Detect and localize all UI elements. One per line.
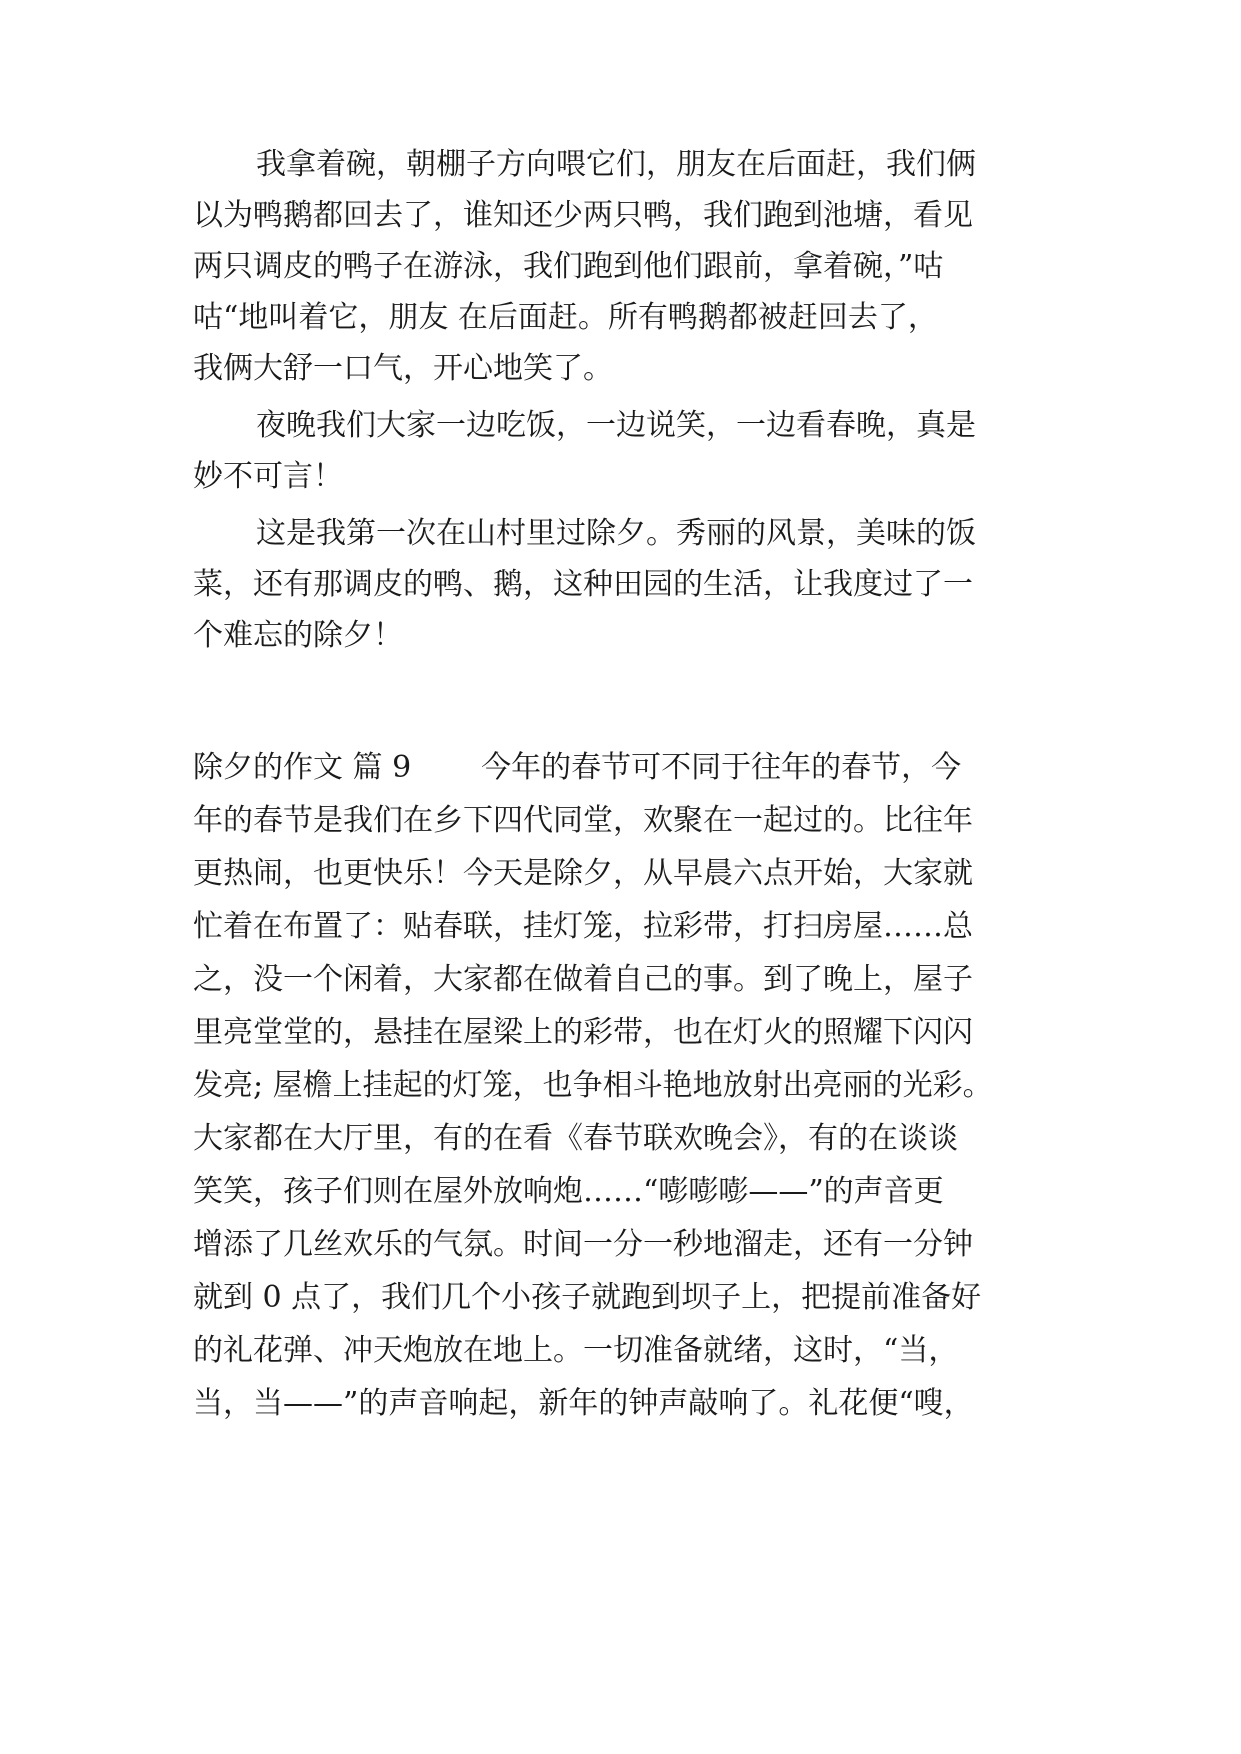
section-line-2: 更热闹，也更快乐！今天是除夕，从早晨六点开始，大家就 [193,856,973,891]
paragraph-2-line-1: 夜晚我们大家一边吃饭，一边说笑，一边看春晚，真是 [256,408,976,443]
paragraph-1-line-5: 我俩大舒一口气，开心地笑了。 [193,351,613,386]
section-first-line-text: 今年的春节可不同于往年的春节，今 [481,750,962,785]
paragraph-3-line-3: 个难忘的除夕！ [193,618,403,653]
paragraph-2-line-2: 妙不可言！ [193,459,343,494]
section-line-12: 当，当——”的声音响起，新年的钟声敲响了。礼花便“嗖， [193,1386,974,1421]
paragraph-1-line-1: 我拿着碗，朝棚子方向喂它们，朋友在后面赶，我们俩 [256,147,976,182]
section-line-6: 发亮; 屋檐上挂起的灯笼，也争相斗艳地放射出亮丽的光彩。 [193,1068,993,1103]
section-line-1: 年的春节是我们在乡下四代同堂，欢聚在一起过的。比往年 [193,803,973,838]
section-line-4: 之，没一个闲着，大家都在做着自己的事。到了晚上，屋子 [193,962,973,997]
paragraph-1-line-4: 咕“地叫着它，朋友 在后面赶。所有鸭鹅都被赶回去了， [193,300,938,335]
section-heading-line [193,746,1053,790]
section-line-10: 就到 0 点了，我们几个小孩子就跑到坝子上，把提前准备好 [193,1280,982,1315]
paragraph-1-line-2: 以为鸭鹅都回去了，谁知还少两只鸭，我们跑到池塘，看见 [193,198,973,233]
section-line-5: 里亮堂堂的，悬挂在屋梁上的彩带，也在灯火的照耀下闪闪 [193,1015,973,1050]
section-line-8: 笑笑，孩子们则在屋外放响炮……“嘭嘭嘭——”的声音更 [193,1174,944,1209]
section-line-9: 增添了几丝欢乐的气氛。时间一分一秒地溜走，还有一分钟 [193,1227,973,1262]
paragraph-3-line-2: 菜，还有那调皮的鸭、鹅，这种田园的生活，让我度过了一 [193,567,973,602]
paragraph-3-line-1: 这是我第一次在山村里过除夕。秀丽的风景，美味的饭 [256,516,976,551]
paragraph-1-line-3: 两只调皮的鸭子在游泳，我们跑到他们跟前，拿着碗，”咕 [193,249,944,284]
section-line-11: 的礼花弹、冲天炮放在地上。一切准备就绪，这时，“当， [193,1333,959,1368]
section-line-3: 忙着在布置了：贴春联，挂灯笼，拉彩带，打扫房屋……总 [193,909,973,944]
section-line-7: 大家都在大厅里，有的在看《春节联欢晚会》，有的在谈谈 [193,1121,958,1156]
section-heading: 除夕的作文 篇 9 [193,750,412,785]
